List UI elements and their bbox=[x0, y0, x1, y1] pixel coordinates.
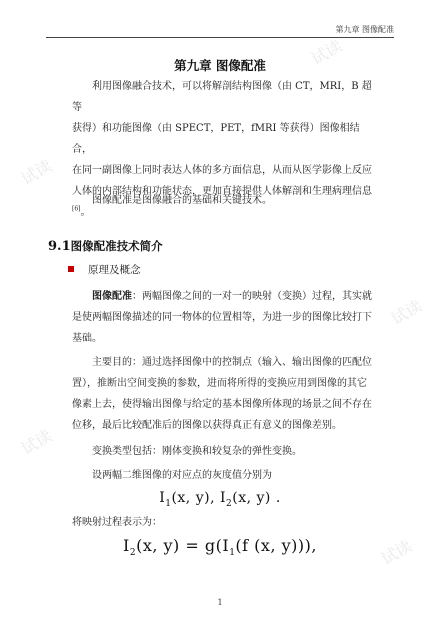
purpose-paragraph bbox=[72, 352, 374, 436]
mapping-intro: 将映射过程表示为： bbox=[72, 517, 162, 528]
intro-line-3: 在同一副图像上同时表达人体的多方面信息，从而从医学影像上反应 bbox=[72, 165, 372, 176]
watermark: 试读 bbox=[307, 36, 346, 69]
transform-types: 变换类型包括：刚体变换和较复杂的弹性变换。 bbox=[92, 446, 302, 457]
purpose-line-1: 主要目的：通过选择图像中的控制点（输入、输出图像的匹配位 bbox=[92, 357, 372, 368]
gray-values-intro: 设两幅二维图像的对应点的灰度值分别为 bbox=[92, 470, 272, 481]
watermark: 试读 bbox=[387, 296, 426, 329]
watermark: 试读 bbox=[17, 426, 56, 459]
chapter-title: 第九章 图像配准 bbox=[174, 58, 266, 73]
page-number: 1 bbox=[217, 598, 223, 607]
section-title: 图像配准技术简介 bbox=[70, 239, 163, 253]
definition-line-1: ：两幅图像之间的一对一的映射（变换）过程，其实就 bbox=[132, 291, 372, 302]
formula-gray-values: $I_1(x$, y), $I_2(x$, y) . bbox=[159, 490, 281, 509]
bullet-icon bbox=[68, 266, 74, 272]
header-rule bbox=[46, 37, 394, 38]
running-header: 第九章 图像配准 bbox=[335, 25, 394, 34]
subsection-title: 原理及概念 bbox=[88, 264, 141, 276]
definition-paragraph bbox=[72, 286, 374, 349]
section-number: 9.1 bbox=[48, 239, 71, 254]
key-sentence: 图像配准是图像融合的基础和关键技术。 bbox=[92, 195, 272, 206]
watermark: 试读 bbox=[17, 156, 56, 189]
definition-line-3: 基础。 bbox=[72, 333, 102, 344]
section-heading bbox=[48, 238, 163, 254]
purpose-line-4: 位移，最后比较配准后的图像以获得真正有意义的图像差别。 bbox=[72, 420, 342, 431]
purpose-line-3: 像素上去，使得输出图像与给定的基本图像所体现的场景之间不存在 bbox=[72, 399, 372, 410]
formula-mapping: $I_2(x$, $y) = g(I_1(f$ (x, y))), bbox=[123, 536, 317, 559]
purpose-line-2: 置），推断出空间变换的参数，进而将所得的变换应用到图像的其它 bbox=[72, 378, 367, 389]
definition-term: 图像配准 bbox=[92, 291, 132, 302]
intro-line-1: 利用图像融合技术，可以将解剖结构图像（由 CT，MRI，B 超等 bbox=[72, 81, 372, 113]
definition-line-2: 是使两幅图像描述的同一物体的位置相等，为进一步的图像比较打下 bbox=[72, 312, 372, 323]
citation: [6] bbox=[72, 205, 81, 213]
watermark: 试读 bbox=[377, 536, 416, 569]
intro-line-4: 人体的内部结构和功能状态，更加直接提供人体解剖和生理病理信息 bbox=[72, 186, 372, 197]
intro-tail: 。 bbox=[80, 207, 91, 218]
subsection-heading bbox=[68, 262, 141, 277]
intro-line-2: 获得）和功能图像（由 SPECT，PET，fMRI 等获得）图像相结合， bbox=[72, 123, 360, 155]
